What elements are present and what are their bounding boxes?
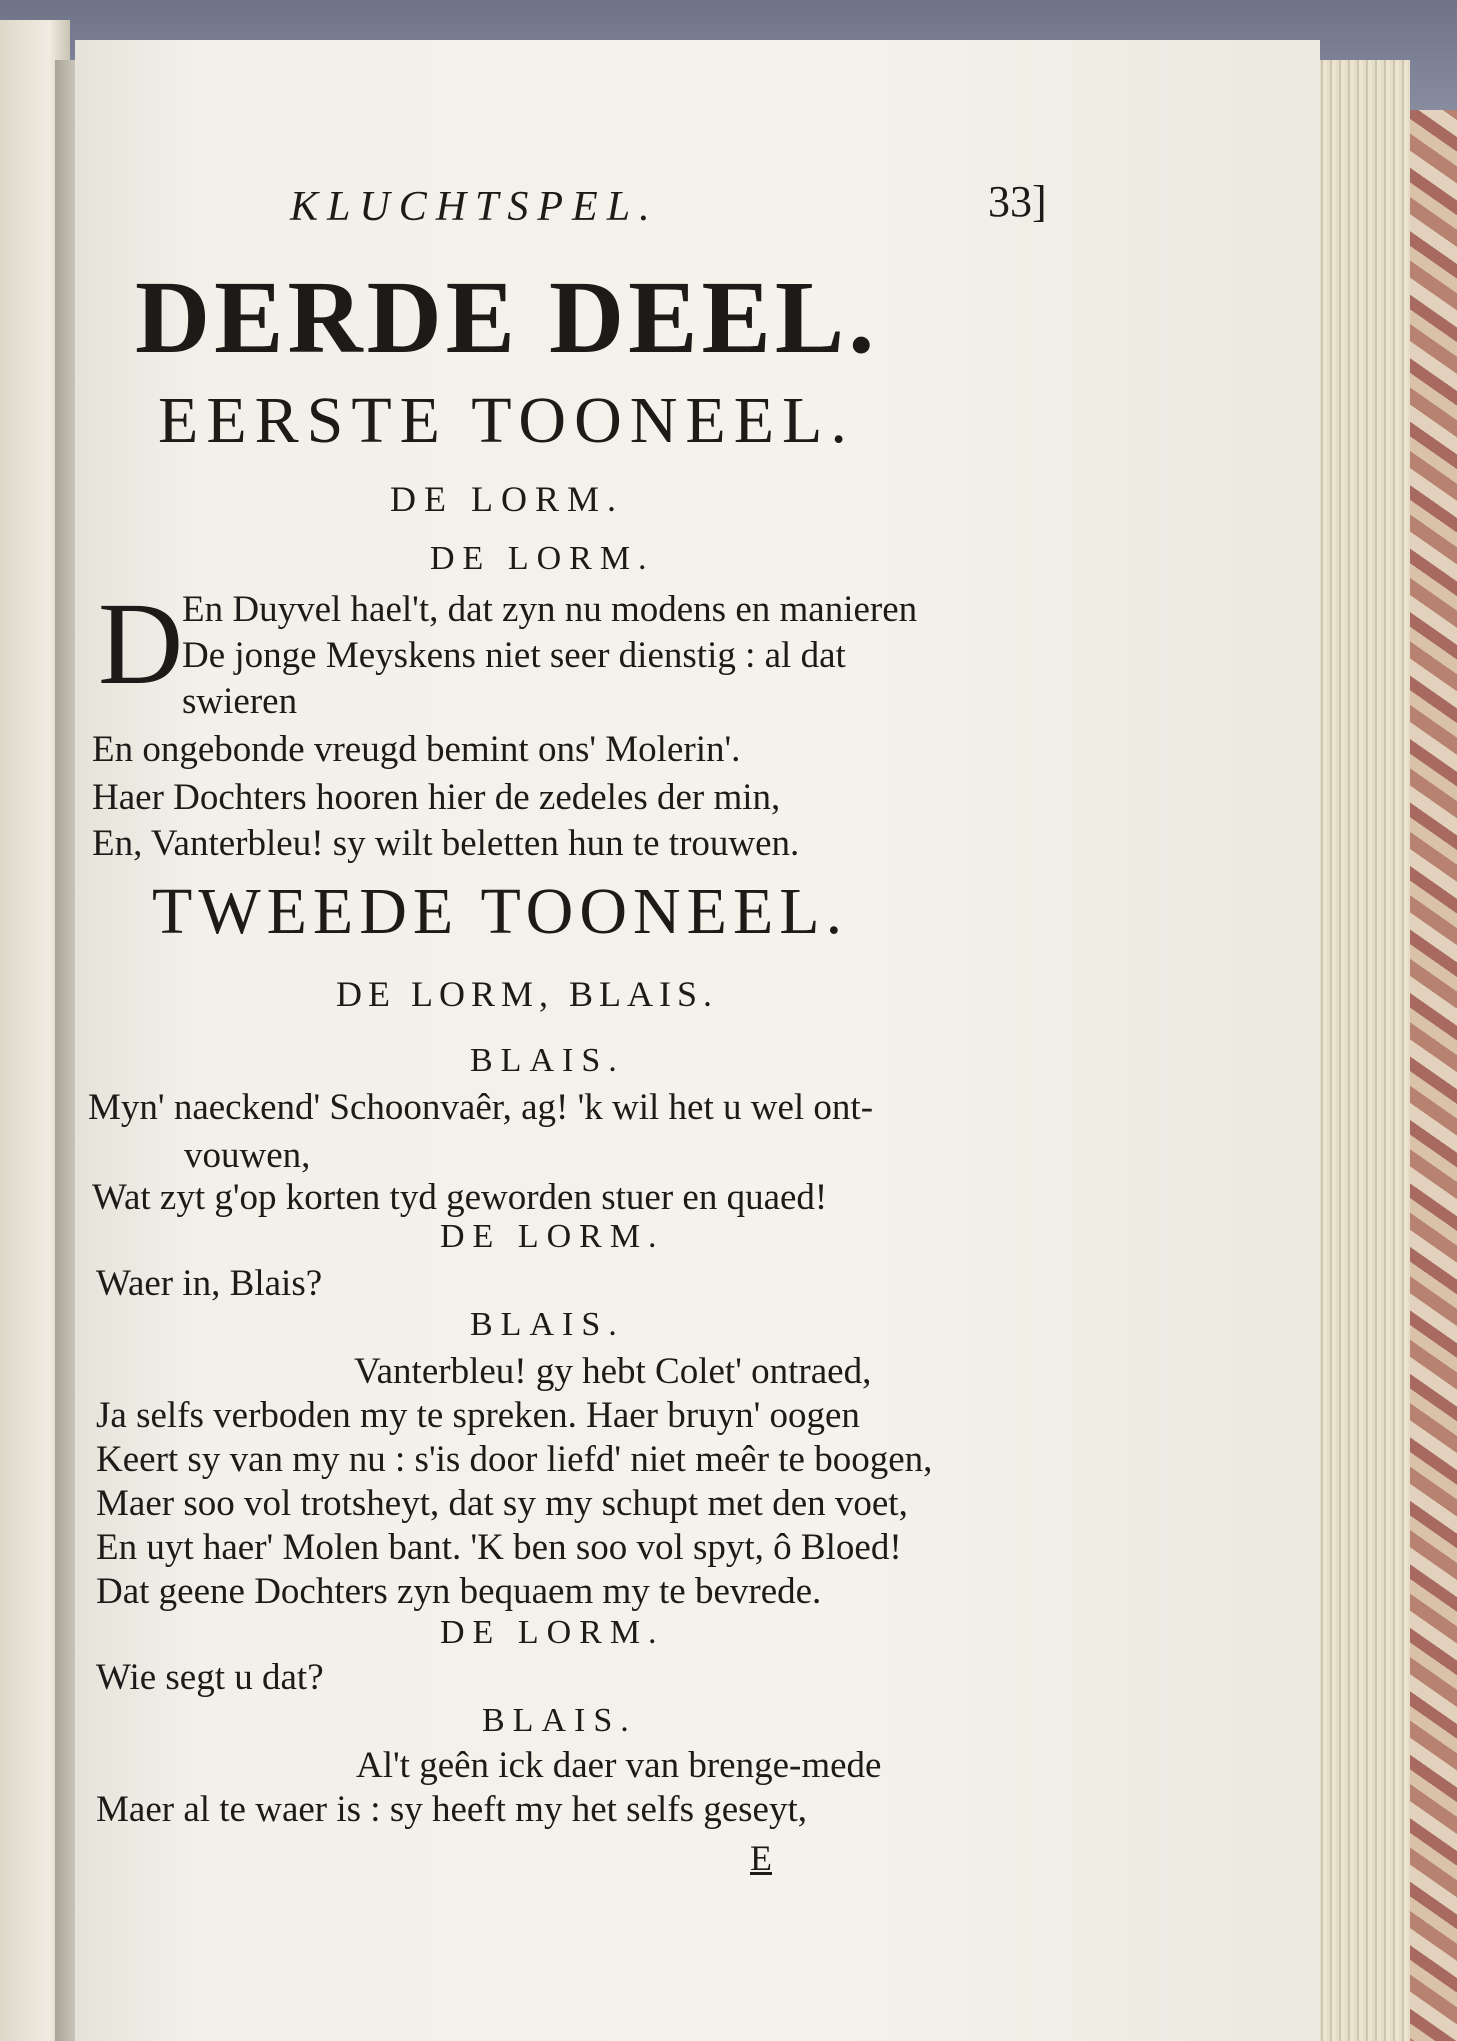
part-title: DERDE DEEL.	[135, 260, 879, 375]
verse-line: Dat geene Dochters zyn bequaem my te bevrede.	[96, 1571, 822, 1612]
verse-line: En, Vanterbleu! sy wilt beletten hun te trouwen.	[92, 823, 800, 864]
verse-line: Waer in, Blais?	[96, 1263, 323, 1304]
verse-line: swieren	[182, 681, 298, 722]
speaker-label: DE LORM.	[440, 1218, 665, 1255]
verse-line: En uyt haer' Molen bant. 'K ben soo vol spyt, ô Bloed!	[96, 1527, 902, 1568]
verse-line: Keert sy van my nu : s'is door liefd' niet meêr te boogen,	[96, 1439, 933, 1480]
speaker-label: BLAIS.	[470, 1042, 625, 1079]
speaker-label: DE LORM.	[430, 540, 655, 577]
show-through-text	[835, 180, 845, 227]
verse-line: Maer al te waer is : sy heeft my het selfs geseyt,	[96, 1789, 807, 1830]
running-head: KLUCHTSPEL.	[290, 184, 659, 230]
speaker-label: BLAIS.	[470, 1306, 625, 1343]
verse-line: Vanterbleu! gy hebt Colet' ontraed,	[354, 1351, 872, 1392]
verse-line: En ongebonde vreugd bemint ons' Molerin'.	[92, 729, 741, 770]
scene-cast-1: DE LORM.	[390, 479, 624, 519]
verse-line: En Duyvel hael't, dat zyn nu modens en manieren	[182, 589, 918, 630]
verse-line: Myn' naeckend' Schoonvaêr, ag! 'k wil het u wel ont-	[88, 1087, 874, 1128]
speaker-label: BLAIS.	[482, 1702, 637, 1739]
speaker-label: DE LORM.	[440, 1614, 665, 1651]
verse-line: Ja selfs verboden my te spreken. Haer bruyn' oogen	[96, 1395, 860, 1436]
verse-line: Wat zyt g'op korten tyd geworden stuer en quaed!	[92, 1177, 828, 1218]
scene-title-2: TWEEDE TOONEEL.	[152, 875, 849, 948]
verse-line: Wie segt u dat?	[96, 1657, 324, 1698]
signature-mark: E	[750, 1838, 772, 1878]
verse-line: vouwen,	[184, 1135, 311, 1176]
verse-line: Haer Dochters hooren hier de zedeles der min,	[92, 777, 781, 818]
verse-line: Al't geên ick daer van brenge-mede	[356, 1745, 882, 1786]
verse-line: De jonge Meyskens niet seer dienstig : al dat	[182, 635, 846, 676]
verse-line: Maer soo vol trotsheyt, dat sy my schupt met den voet,	[96, 1483, 908, 1524]
drop-cap: D	[98, 578, 184, 709]
scene-title-1: EERSTE TOONEEL.	[158, 384, 855, 457]
page-number: 33]	[988, 177, 1047, 226]
scene-cast-2: DE LORM, BLAIS.	[336, 974, 719, 1014]
